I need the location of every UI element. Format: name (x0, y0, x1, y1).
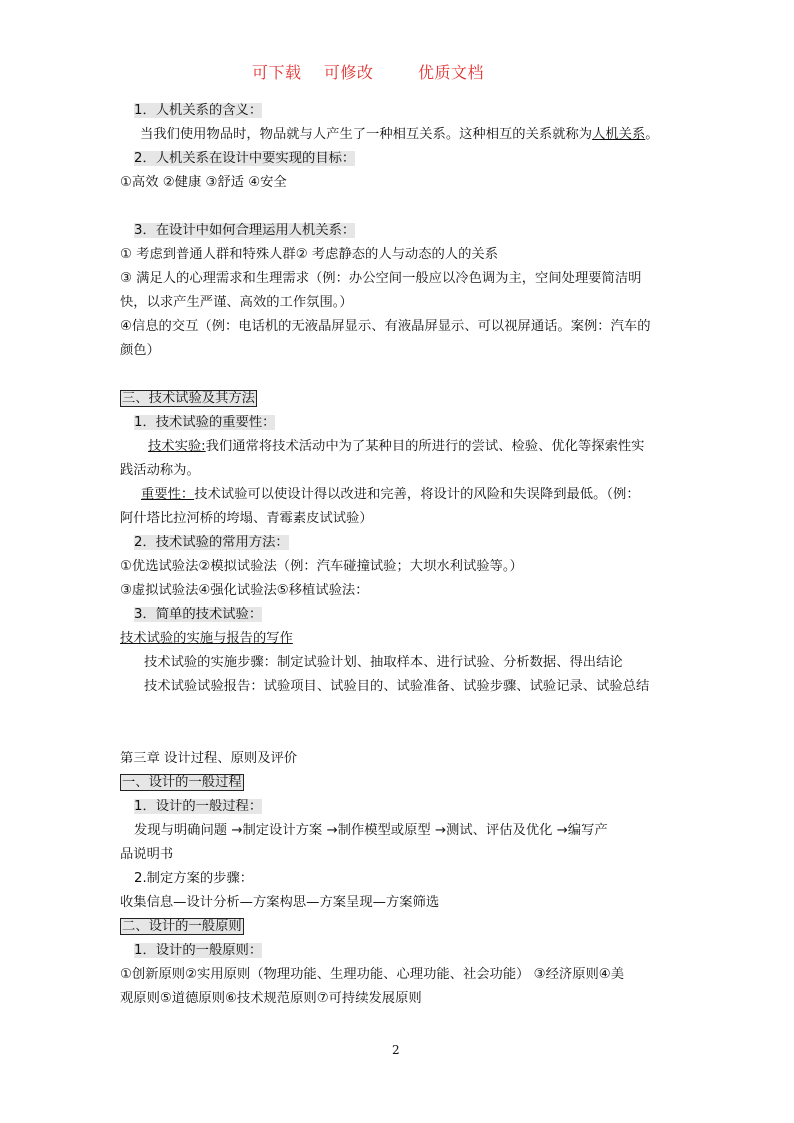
header-banner: 可下载 可修改 优质文档 (252, 63, 485, 82)
section-title-box (120, 774, 244, 791)
subheading-report: 技术试验的实施与报告的写作 (120, 631, 293, 646)
steps-line: 技术试验的实施步骤：制定试验计划、抽取样本、进行试验、分析数据、得出结论 (144, 655, 623, 670)
methods-line: ①优选试验法②模拟试验法（例：汽车碰撞试验；大坝水利试验等。） (120, 559, 523, 574)
heading-text: 1．技术试验的重要性： (134, 415, 276, 430)
section-title-text: 设计的一般过程 (148, 775, 242, 790)
report-line: 技术试验试验报告：试验项目、试验目的、试验准备、试验步骤、试验记录、试验总结 (144, 679, 650, 694)
heading-text: 3．简单的技术试验： (134, 607, 263, 622)
heading-plan-steps: 2.制定方案的步骤： (134, 871, 254, 886)
list-line: ① 考虑到普通人群和特殊人群② 考虑静态的人与动态的人的关系 (120, 247, 499, 262)
page-number: 2 (392, 1043, 400, 1057)
section-title-tech-test (120, 390, 257, 408)
principles-line: ①创新原则②实用原则（物理功能、生理功能、心理功能、社会功能） ③经济原则④美 (120, 967, 625, 982)
list-line: ③ 满足人的心理需求和生理需求（例：办公空间一般应以冷色调为主，空间处理要简洁明 (120, 271, 642, 286)
term-importance: 重要性： (141, 487, 195, 502)
methods-line: ③虚拟试验法④强化试验法⑤移植试验法： (120, 583, 369, 598)
heading-simple-test (134, 606, 262, 624)
flow-line: 品说明书 (120, 847, 174, 862)
section-number: 一、 (122, 775, 149, 790)
list-line: 快，以求产生严谨、高效的工作氛围。） (120, 295, 353, 310)
heading-apply (134, 222, 355, 240)
paragraph-meaning (140, 126, 659, 144)
section-title-text: 技术试验及其方法 (148, 391, 255, 406)
flow-line: 发现与明确问题 →制定设计方案 →制作模型或原型 →测试、评估及优化 →编写产 (134, 823, 608, 838)
section-title-text: 设计的一般原则 (148, 919, 242, 934)
section-title-process (120, 774, 244, 792)
section-title-principles (120, 918, 244, 936)
heading-text: 2．人机关系在设计中要实现的目标： (134, 151, 356, 166)
section-number: 三、 (122, 391, 149, 406)
chapter-title: 第三章 设计过程、原则及评价 (120, 751, 298, 766)
heading-text: 1．设计的一般过程： (134, 799, 263, 814)
paragraph-line: 阿什塔比拉河桥的垮塌、青霉素皮试试验） (120, 511, 373, 526)
section-title-box (120, 390, 257, 407)
list-line: ④信息的交互（例：电话机的无液晶屏显示、有液晶屏显示、可以视屏通话。案例：汽车的 (120, 319, 651, 334)
goals-list: ①高效 ②健康 ③舒适 ④安全 (120, 175, 287, 190)
text: 当我们使用物品时，物品就与人产生了一种相互关系。这种相互的关系就称为 (140, 127, 593, 142)
heading-text: 2．技术试验的常用方法： (134, 535, 289, 550)
heading-text: 1．人机关系的含义： (134, 103, 263, 118)
paragraph-importance (141, 486, 640, 504)
heading-methods (134, 534, 289, 552)
paragraph-definition (148, 438, 644, 456)
text: 技术试验可以使设计得以改进和完善，将设计的风险和失误降到最低。（例： (194, 487, 640, 502)
text: 我们通常将技术活动中为了某种目的所进行的尝试、检验、优化等探索性实 (205, 439, 645, 454)
heading-meaning (134, 102, 262, 120)
steps-chain: 收集信息—设计分析—方案构思—方案呈现—方案筛选 (120, 895, 440, 910)
text: 。 (645, 127, 659, 142)
heading-principles (134, 942, 262, 960)
principles-line: 观原则⑤道德原则⑥技术规范原则⑦可持续发展原则 (120, 991, 422, 1006)
paragraph-line: 践活动称为。 (120, 463, 200, 478)
list-line: 颜色） (120, 343, 160, 358)
section-number: 二、 (122, 919, 149, 934)
term-human-machine: 人机关系 (592, 127, 646, 142)
heading-text: 1．设计的一般原则： (134, 943, 263, 958)
term-tech-experiment: 技术实验: (148, 439, 206, 454)
section-title-box (120, 918, 244, 935)
heading-process (134, 798, 262, 816)
heading-text: 3．在设计中如何合理运用人机关系： (134, 223, 356, 238)
heading-goals (134, 150, 355, 168)
heading-importance (134, 414, 275, 432)
